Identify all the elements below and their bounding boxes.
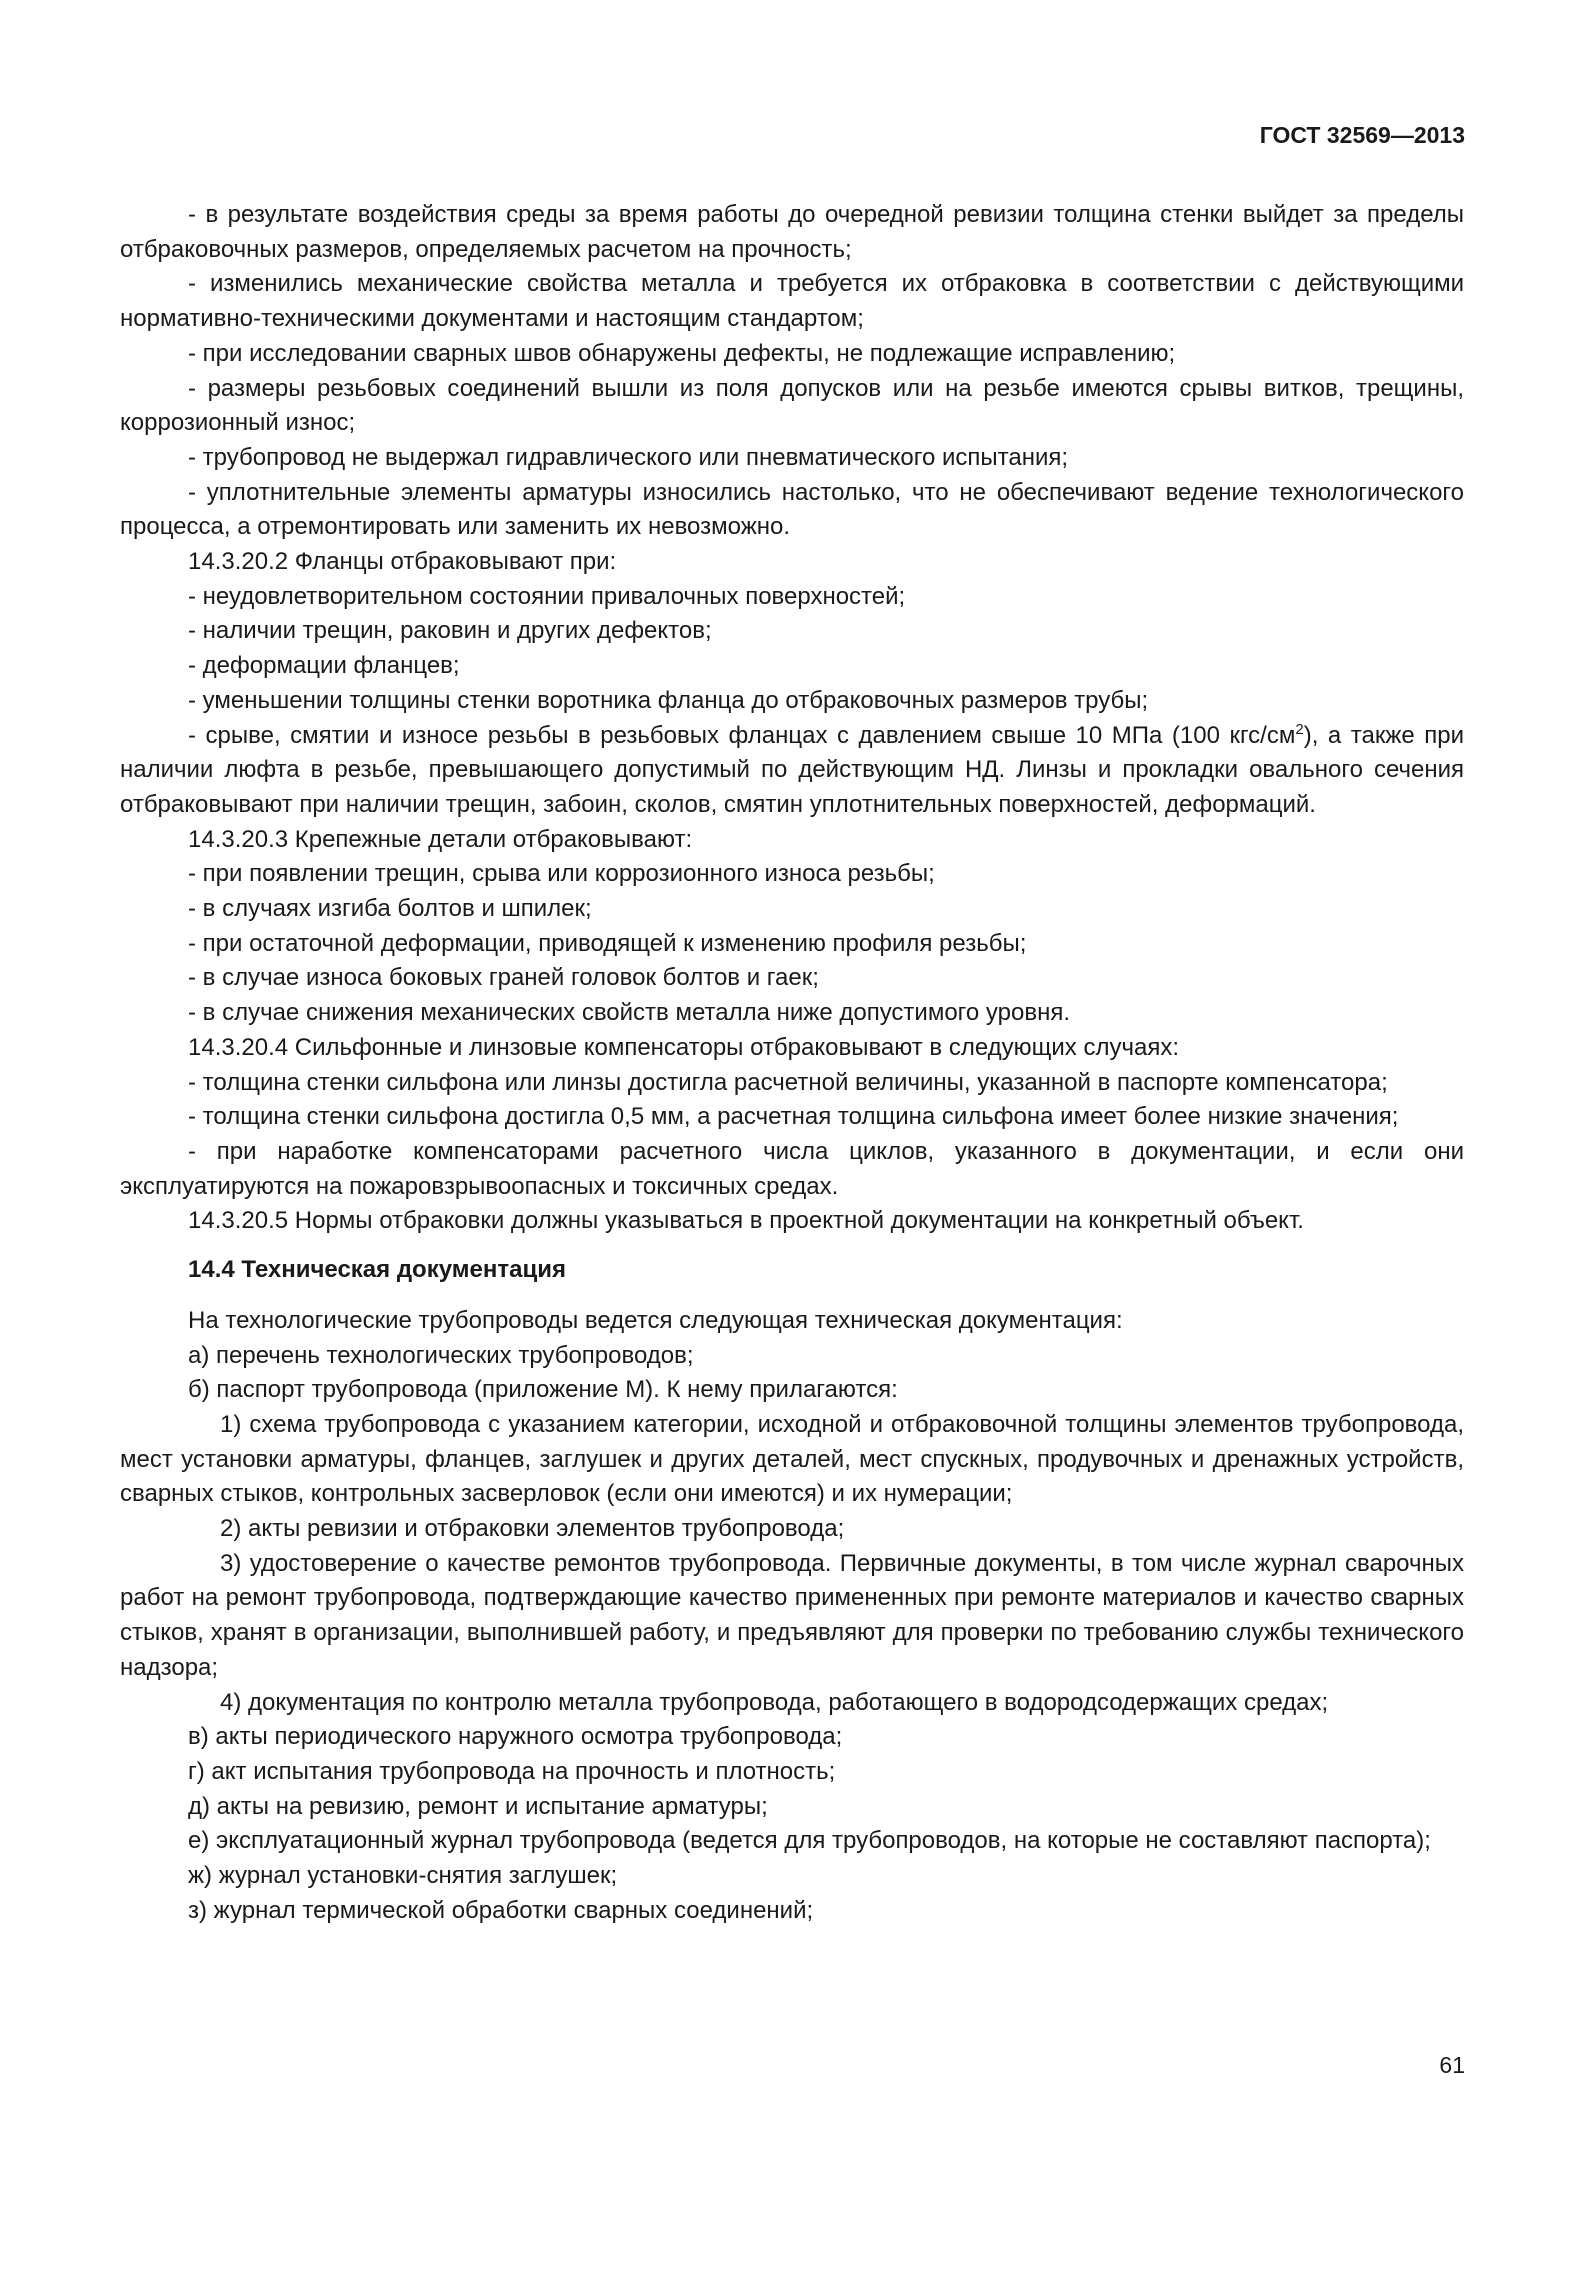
- paragraph: д) акты на ревизию, ремонт и испытание арматуры;: [188, 1792, 768, 1820]
- paragraph: 14.3.20.3 Крепежные детали отбраковывают:: [188, 825, 693, 853]
- paragraph: 14.3.20.4 Сильфонные и линзовые компенсаторы отбраковывают в следующих случаях:: [188, 1033, 1179, 1061]
- paragraph: а) перечень технологических трубопроводов;: [188, 1341, 694, 1369]
- paragraph: На технологические трубопроводы ведется следующая техническая документация:: [188, 1306, 1123, 1334]
- paragraph: е) эксплуатационный журнал трубопровода (ведется для трубопроводов, на которые не составляют паспорта);: [188, 1827, 1431, 1855]
- paragraph: - срыве, смятии и износе резьбы в резьбовых фланцах с давлением свыше 10 МПа (100 кгс/$см^2$), а также при наличии люфта в резьбе, превышающего допустимый по действующим НД. Линзы и прокладки овального сечения отбраковывают при наличии трещин, забоин, сколов, смятин уплотнительных поверхностей, деформаций.: [120, 720, 1465, 818]
- paragraph: б) паспорт трубопровода (приложение М). К нему прилагаются:: [188, 1376, 898, 1404]
- paragraph: в) акты периодического наружного осмотра трубопровода;: [188, 1723, 843, 1751]
- paragraph: - уплотнительные элементы арматуры износились настолько, что не обеспечивают ведение технологического процесса, а отремонтировать или заменить их невозможно.: [120, 478, 1464, 541]
- paragraph: - при исследовании сварных швов обнаружены дефекты, не подлежащие исправлению;: [188, 339, 1176, 367]
- paragraph: ж) журнал установки-снятия заглушек;: [188, 1862, 618, 1890]
- paragraph: 1) схема трубопровода с указанием категории, исходной и отбраковочной толщины элементов трубопровода, мест установки арматуры, фланцев, заглушек и других деталей, мест спускных, продувочных и дренажных устройств, сварных стыков, контрольных засверловок (если они имеются) и их нумерации;: [120, 1410, 1464, 1508]
- paragraph: - трубопровод не выдержал гидравлического или пневматического испытания;: [188, 443, 1069, 471]
- paragraph: - в случае износа боковых граней головок болтов и гаек;: [188, 964, 819, 992]
- section-heading: 14.4 Техническая документация: [188, 1256, 566, 1284]
- paragraph: - в результате воздействия среды за время работы до очередной ревизии толщина стенки выйдет за пределы отбраковочных размеров, определяемых расчетом на прочность;: [120, 201, 1464, 263]
- paragraph: - наличии трещин, раковин и других дефектов;: [188, 617, 712, 645]
- page-number: 61: [1439, 2052, 1465, 2078]
- paragraph: 3) удостоверение о качестве ремонтов трубопровода. Первичные документы, в том числе журнал сварочных работ на ремонт трубопровода, подтверждающие качество примененных при ремонте материалов и качество сварных стыков, хранят в организации, выполнившей работу, и предъявляют для проверки по требованию службы технического надзора;: [120, 1549, 1464, 1681]
- paragraph: - при появлении трещин, срыва или коррозионного износа резьбы;: [188, 860, 935, 888]
- paragraph: - при остаточной деформации, приводящей к изменению профиля резьбы;: [188, 929, 1027, 957]
- paragraph: з) журнал термической обработки сварных соединений;: [188, 1896, 814, 1924]
- superscript: 2: [1295, 720, 1304, 738]
- paragraph: - в случаях изгиба болтов и шпилек;: [188, 895, 592, 923]
- paragraph: - при наработке компенсаторами расчетного числа циклов, указанного в документации, и если они эксплуатируются на пожаровзрывоопасных и токсичных средах.: [120, 1137, 1464, 1200]
- paragraph: - толщина стенки сильфона или линзы достигла расчетной величины, указанной в паспорте компенсатора;: [188, 1068, 1388, 1096]
- paragraph: - уменьшении толщины стенки воротника фланца до отбраковочных размеров трубы;: [188, 686, 1149, 714]
- paragraph: - толщина стенки сильфона достигла 0,5 мм, а расчетная толщина сильфона имеет более низкие значения;: [188, 1103, 1399, 1131]
- paragraph: 2) акты ревизии и отбраковки элементов трубопровода;: [220, 1515, 845, 1543]
- paragraph: - изменились механические свойства металла и требуется их отбраковка в соответствии с действующими нормативно-техническими документами и настоящим стандартом;: [120, 270, 1464, 333]
- paragraph: 14.3.20.2 Фланцы отбраковывают при:: [188, 548, 617, 576]
- paragraph: г) акт испытания трубопровода на прочность и плотность;: [188, 1757, 836, 1785]
- paragraph: - неудовлетворительном состоянии привалочных поверхностей;: [188, 582, 906, 610]
- paragraph: 4) документация по контролю металла трубопровода, работающего в водородсодержащих средах;: [220, 1688, 1329, 1716]
- paragraph: - размеры резьбовых соединений вышли из поля допусков или на резьбе имеются срывы витков, трещины, коррозионный износ;: [120, 374, 1464, 437]
- document-body: [120, 198, 1464, 1928]
- paragraph: - в случае снижения механических свойств металла ниже допустимого уровня.: [188, 999, 1070, 1027]
- paragraph: 14.3.20.5 Нормы отбраковки должны указываться в проектной документации на конкретный объект.: [188, 1207, 1304, 1235]
- document-header: ГОСТ 32569—2013: [1259, 122, 1465, 148]
- paragraph: - деформации фланцев;: [188, 652, 460, 680]
